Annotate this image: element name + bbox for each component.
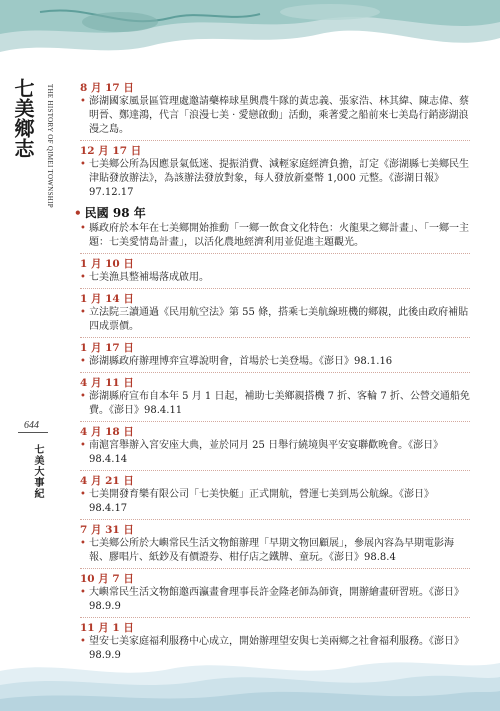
bullet-icon: •	[80, 96, 86, 107]
entry	[80, 253, 470, 285]
entry-text: • 澎湖國家風景區管理處邀請藥棒球星興農牛隊的黃忠義、張家浩、林其緯、陳志偉、蔡明晉、鄭達鴻，代言「浪漫七美 · 愛戀啟動」活動，乘著愛之船前來七美島行銷澎湖浪漫之島。	[80, 96, 469, 135]
entry-date: 4 月 18 日	[80, 421, 470, 439]
entry	[80, 519, 470, 565]
entry-date: 1 月 14 日	[80, 288, 470, 306]
entry-text: • 大嶼常民生活文物館邀西瀛畫會理事長許金隆老師為師資，開辦繪畫研習班。《澎日》98.9.9	[80, 587, 464, 612]
bullet-icon: •	[80, 489, 86, 500]
year-heading: • 民國 98 年	[74, 206, 146, 220]
entry-date: 7 月 31 日	[80, 519, 470, 537]
page-number-rule	[18, 432, 48, 433]
bullet-icon: •	[80, 272, 86, 283]
entry-date: 12 月 17 日	[80, 140, 470, 158]
bullet-icon: •	[80, 356, 86, 367]
entry-date: 4 月 21 日	[80, 470, 470, 488]
entry	[80, 568, 470, 614]
book-subtitle: THE HISTORY OF QIMEI TOWNSHIP	[46, 84, 54, 208]
page-number: 644	[24, 420, 39, 431]
entry-date: 8 月 17 日	[80, 82, 134, 94]
entry-date: 4 月 11 日	[80, 372, 470, 390]
entry	[80, 470, 470, 516]
top-wave-decoration	[0, 0, 500, 80]
entry	[80, 421, 470, 467]
book-title: 七美鄉志	[11, 78, 35, 158]
entry-text: • 七美漁具整補場落成啟用。	[80, 272, 209, 283]
bullet-icon: •	[80, 440, 86, 451]
entry-date: 10 月 7 日	[80, 568, 470, 586]
section-tag: 七美大事紀	[32, 444, 43, 499]
entry-date: 1 月 17 日	[80, 337, 470, 355]
bullet-icon: •	[80, 391, 86, 402]
entry-text: • 立法院三讀通過《民用航空法》第 55 條，搭乘七美航線班機的鄉親，此後由政府補貼四成票價。	[80, 307, 469, 332]
entry-text: • 澎湖縣府宣布自本年 5 月 1 日起，補助七美鄉親搭機 7 折、客輪 7 折、公營交通船免費。《澎日》98.4.11	[80, 391, 470, 416]
entry-date: 1 月 10 日	[80, 253, 470, 271]
entry	[80, 222, 470, 250]
bullet-icon: •	[80, 159, 86, 170]
entry	[80, 288, 470, 334]
entry-text: • 七美開發育樂有限公司「七美快艇」正式開航，營運七美到馬公航線。《澎日》98.4.17	[80, 489, 434, 514]
bullet-icon: •	[80, 307, 86, 318]
entry	[80, 140, 470, 200]
bullet-icon: •	[80, 538, 86, 549]
entry-text: • 七美鄉公所為因應景氣低迷、提振消費、減輕家庭經濟負擔，訂定《澎湖縣七美鄉民生津貼發放辦法》，為該辦法發放對象，每人發放新臺幣 1,000 元整。《澎湖日報》97.12.17	[80, 159, 469, 198]
bottom-wave-decoration	[0, 641, 500, 711]
entry	[80, 372, 470, 418]
entry-text: • 縣政府於本年在七美鄉開始推動「一鄉一飲食文化特色：火龍果之鄉計畫」、「一鄉一主題：七美愛情島計畫」，以活化農地經濟利用並促進主題觀光。	[80, 223, 469, 248]
year-marker-icon: •	[74, 206, 82, 220]
bullet-icon: •	[80, 587, 86, 598]
entry	[80, 337, 470, 369]
entry	[80, 81, 470, 137]
entry-text: • 望安七美家庭福利服務中心成立，開始辦理望安與七美兩鄉之社會福利服務。《澎日》98.9.9	[80, 636, 464, 661]
bullet-icon: •	[80, 223, 86, 234]
entry-text: • 七美鄉公所於大嶼常民生活文物館辦理「早期文物回顧展」，參展內容為早期電影海報、膠唱片、紙鈔及有價證券、柑仔店之鐵牌、童玩。《澎日》98.8.4	[80, 538, 454, 563]
entry-text: • 澎湖縣政府辦理博弈宣導說明會，首場於七美登場。《澎日》98.1.16	[80, 356, 393, 367]
bullet-icon: •	[80, 636, 86, 647]
chronology-content	[74, 81, 470, 665]
entry-text: • 南滬宮舉辦入宮安座大典，並於同月 25 日舉行繞境與平安宴聯歡晚會。《澎日》98.4.14	[80, 440, 444, 465]
entry-date: 11 月 1 日	[80, 617, 470, 635]
